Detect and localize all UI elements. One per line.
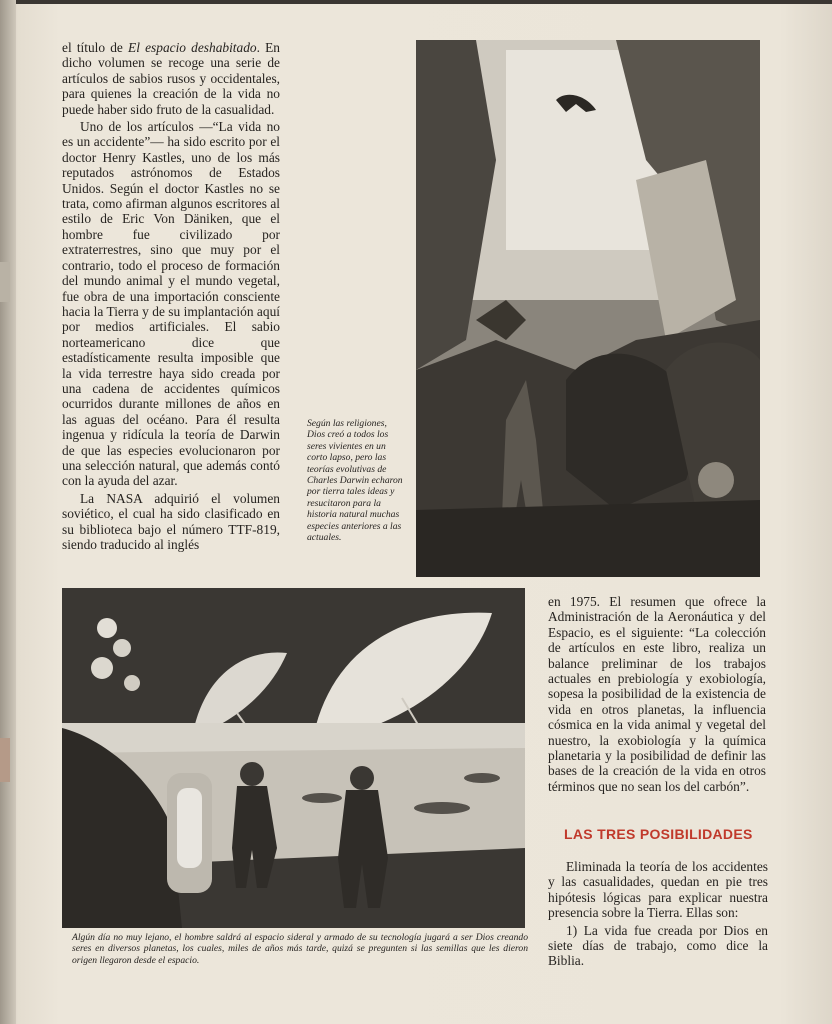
astronauts-illustration-art [62,588,525,928]
paragraph: Eliminada la teoría de los accidentes y las casualidades, quedan en pie tres hipótesis lógicas para explicar nuestra presencia sobre la Tierra. Ellas son: [548,859,768,921]
creation-illustration-art [416,40,760,577]
top-edge [0,0,832,4]
page-binding [0,0,16,1024]
creation-illustration [416,40,760,577]
text-span: . En dicho volumen se recoge una serie de artículos de sabios rusos y occidentales, para quienes la creación de la vida no puede haber sido fruto de la casualidad. [62,40,280,117]
astronauts-illustration [62,588,525,928]
image-caption-top: Según las religiones, Dios creó a todos los seres vivientes en un corto lapso, pero las teorías evolutivas de Charles Darwin echaron por tierra tales ideas y resucitaron para la historia natural muchas especies anteriores a las actuales. [307,418,403,544]
text-span: el título de [62,40,129,55]
paragraph: Uno de los artículos —“La vida no es un accidente”— ha sido escrito por el doctor Henry Kastles, uno de los más reputados astrónomos de Estados Unidos. Según el doctor Kastles no se trata, como afirman algunos escritores al estilo de Eric Von Däniken, que el hombre fue civilizado por extraterrestres, sino que muy por el contrario, todo el proceso de formación del mundo animal y el mundo vegetal, fue obra de una importación consciente hacia la Tierra y de su implantación aquí por medios artificiales. El sabio norteamericano dice que estadísticamente resulta imposible que la vida terrestre haya sido creada por una cadena de accidentes químicos ocurridos durante millones de años en las aguas del océano. Para él resulta ingenua y ridícula la teoría de Darwin de que las especies evolucionaron por una selección natural, que además contó con la ayuda del azar. [62,119,280,489]
image-caption-bottom: Algún día no muy lejano, el hombre saldrá al espacio sideral y armado de su tecnología jugará a ser Dios creando seres en diversos planetas, los cuales, miles de años más tarde, quizá se pregunten si las semillas que les dieron origen llegaron desde el espacio. [72,932,528,966]
article-column-right-continued [548,857,768,969]
section-heading: LAS TRES POSIBILIDADES [564,826,753,842]
paragraph: 1) La vida fue creada por Dios en siete días de trabajo, como dice la Biblia. [548,922,768,969]
binding-tab [0,262,10,302]
paragraph: La NASA adquirió el volumen soviético, el cual ha sido clasificado en su biblioteca bajo el número TTF-819, siendo traducido al inglés [62,490,280,552]
article-column-left [62,40,280,552]
paragraph: en 1975. El resumen que ofrece la Administración de la Aeronáutica y del Espacio, es el siguiente: “La colección de artículos en este libro, realiza un balance preliminar de los trabajos actuales en prebiología y exobiología, sopesa la posibilidad de la existencia de vida en otros planetas, la influencia cósmica en la vida animal y vegetal del nuestro, la exobiología y la química planetaria y la posibilidad de definir las bases de la creación de la vida en otros términos que no sean los del carbón”. [548,594,766,794]
article-column-right [548,594,766,794]
paragraph [62,40,280,117]
book-title: El espacio deshabitado [128,40,257,55]
binding-tab [0,738,10,782]
